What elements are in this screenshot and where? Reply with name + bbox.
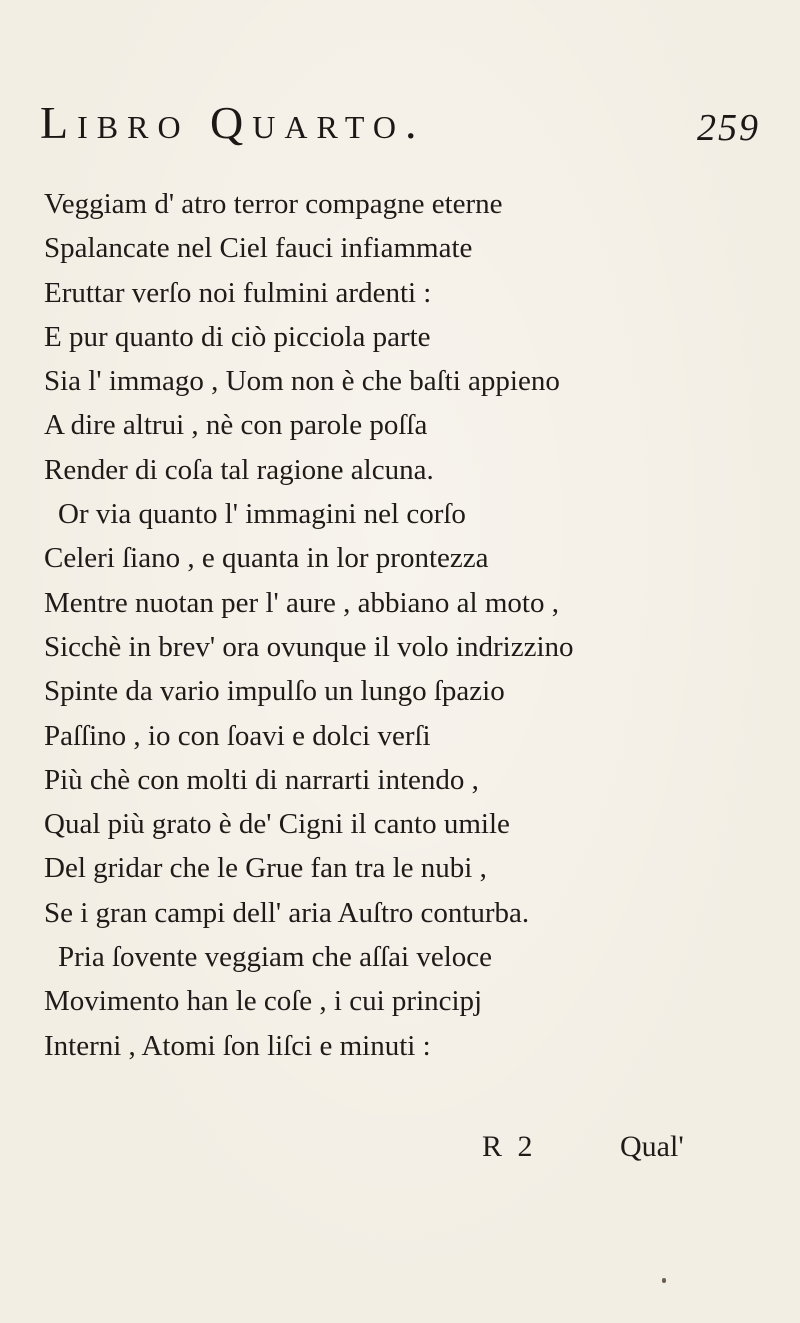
verse-line: Qual più grato è de' Cigni il canto umile	[44, 808, 510, 841]
verse-line: Mentre nuotan per l' aure , abbiano al moto ,	[44, 586, 559, 619]
verse-line: Sia l' immago , Uom non è che baſti appieno	[44, 365, 560, 398]
verse-block	[44, 182, 774, 1068]
paper-speck	[662, 1278, 666, 1283]
verse-line: Render di coſa tal ragione alcuna.	[44, 453, 434, 486]
verse-line: Del gridar che le Grue fan tra le nubi ,	[44, 852, 487, 885]
verse-line: Spinte da vario impulſo un lungo ſpazio	[44, 675, 505, 708]
signature-mark: R 2	[482, 1130, 537, 1163]
verse-line: Se i gran campi dell' aria Auſtro conturba.	[44, 896, 530, 929]
page-footer	[0, 1130, 800, 1180]
verse-line: Sicchè in brev' ora ovunque il volo indrizzino	[44, 630, 574, 663]
running-title: Libro Quarto.	[40, 97, 426, 148]
verse-line: Paſſino , io con ſoavi e dolci verſi	[44, 719, 431, 752]
verse-line: Veggiam d' atro terror compagne eterne	[44, 188, 503, 220]
page-header	[40, 96, 760, 166]
verse-line: Più chè con molti di narrarti intendo ,	[44, 763, 479, 796]
page-number: 259	[697, 107, 760, 149]
verse-line: A dire altrui , nè con parole poſſa	[44, 409, 428, 442]
verse-line: Eruttar verſo noi fulmini ardenti :	[44, 276, 432, 309]
verse-line: Pria ſovente veggiam che aſſai veloce	[58, 941, 493, 974]
verse-line: Celeri ſiano , e quanta in lor prontezza	[44, 542, 489, 575]
verse-line: E pur quanto di ciò picciola parte	[44, 320, 431, 353]
verse-line: Spalancate nel Ciel fauci infiammate	[44, 232, 473, 265]
verse-line: Interni , Atomi ſon liſci e minuti :	[44, 1029, 431, 1062]
verse-line: Movimento han le coſe , i cui principj	[44, 985, 483, 1018]
verse-line: Or via quanto l' immagini nel corſo	[58, 498, 466, 531]
catchword: Qual'	[620, 1130, 684, 1163]
